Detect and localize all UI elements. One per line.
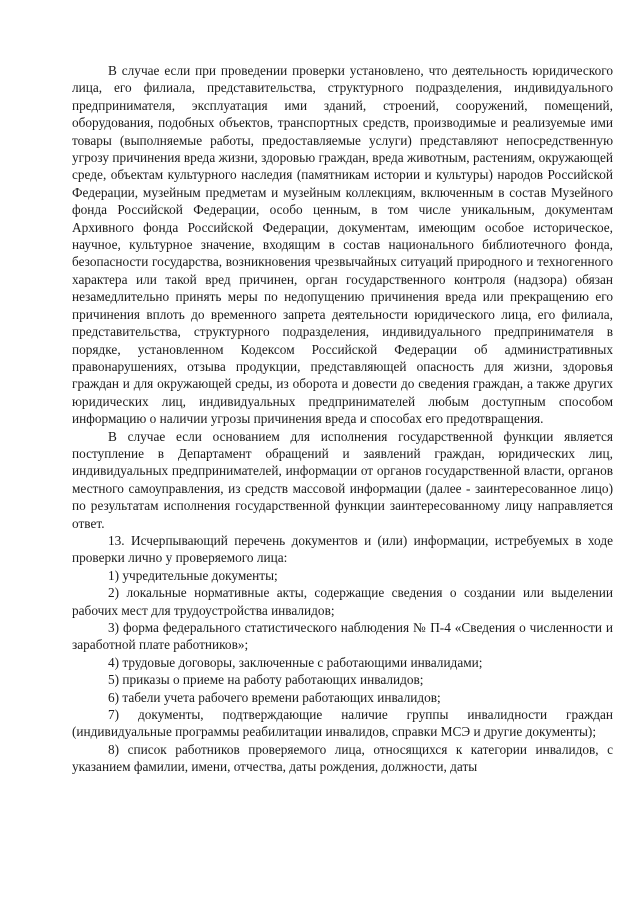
list-item: 3) форма федерального статистического наблюдения № П-4 «Сведения о численности и заработной плате работников»; <box>72 620 613 653</box>
paragraph-threat-measures: В случае если при проведении проверки установлено, что деятельность юридического лица, его филиала, представительства, структурного подразделения, индивидуального предпринимателя, эксплуатация ими зданий, строений, сооружений, помещений, оборудования, подобных объектов, транспортных средств, производимые и реализуемые ими товары (выполняемые работы, предоставляемые услуги) представляют непосредственную угрозу причинения вреда жизни, здоровью граждан, вреда животным, растениям, окружающей среде, объектам культурного наследия (памятникам истории и культуры) народов Российской Федерации, музейным предметам и музейным коллекциям, включенным в состав Музейного фонда Российской Федерации, особо ценным, в том числе уникальным, документам Архивного фонда Российской Федерации, документам, имеющим особое историческое, научное, культурное значение, входящим в состав национального библиотечного фонда, безопасности государства, возникновения чрезвычайных ситуаций природного и техногенного характера или такой вред причинен, орган государственного контроля (надзора) обязан незамедлительно принять меры по недопущению причинения вреда или прекращению его причинения вплоть до временного запрета деятельности юридического лица, его филиала, представительства, структурного подразделения, индивидуального предпринимателя в порядке, установленном Кодексом Российской Федерации об административных правонарушениях, отзыва продукции, представляющей опасность для жизни, здоровья граждан и для окружающей среды, из оборота и довести до сведения граждан, а также других юридических лиц, индивидуальных предпринимателей любым доступным способом информацию о наличии угрозы причинения вреда и способах его предотвращения. <box>72 63 613 427</box>
paragraph-response: В случае если основанием для исполнения государственной функции является поступление в Департамент обращений и заявлений граждан, юридических лиц, индивидуальных предпринимателей, информации от органов государственной власти, органов местного самоуправления, из средств массовой информации (далее - заинтересованное лицо) по результатам исполнения государственной функции заинтересованному лицу направляется ответ. <box>72 428 613 531</box>
list-item: 6) табели учета рабочего времени работающих инвалидов; <box>108 689 441 705</box>
list-item: 4) трудовые договоры, заключенные с работающими инвалидами; <box>108 654 483 670</box>
list-item: 8) список работников проверяемого лица, относящихся к категории инвалидов, с указанием фамилии, имени, отчества, даты рождения, должности, даты <box>72 741 613 775</box>
paragraph-document-list-intro: 13. Исчерпывающий перечень документов и (или) информации, истребуемых в ходе проверки лично у проверяемого лица: <box>72 532 613 566</box>
document-page <box>72 62 613 776</box>
list-item: 5) приказы о приеме на работу работающих инвалидов; <box>108 672 424 688</box>
list-item: 7) документы, подтверждающие наличие группы инвалидности граждан (индивидуальные программы реабилитации инвалидов, справки МСЭ и другие документы); <box>72 707 613 740</box>
list-item: 1) учредительные документы; <box>108 567 278 583</box>
list-item: 2) локальные нормативные акты, содержащие сведения о создании или выделении рабочих мест для трудоустройства инвалидов; <box>72 585 613 618</box>
